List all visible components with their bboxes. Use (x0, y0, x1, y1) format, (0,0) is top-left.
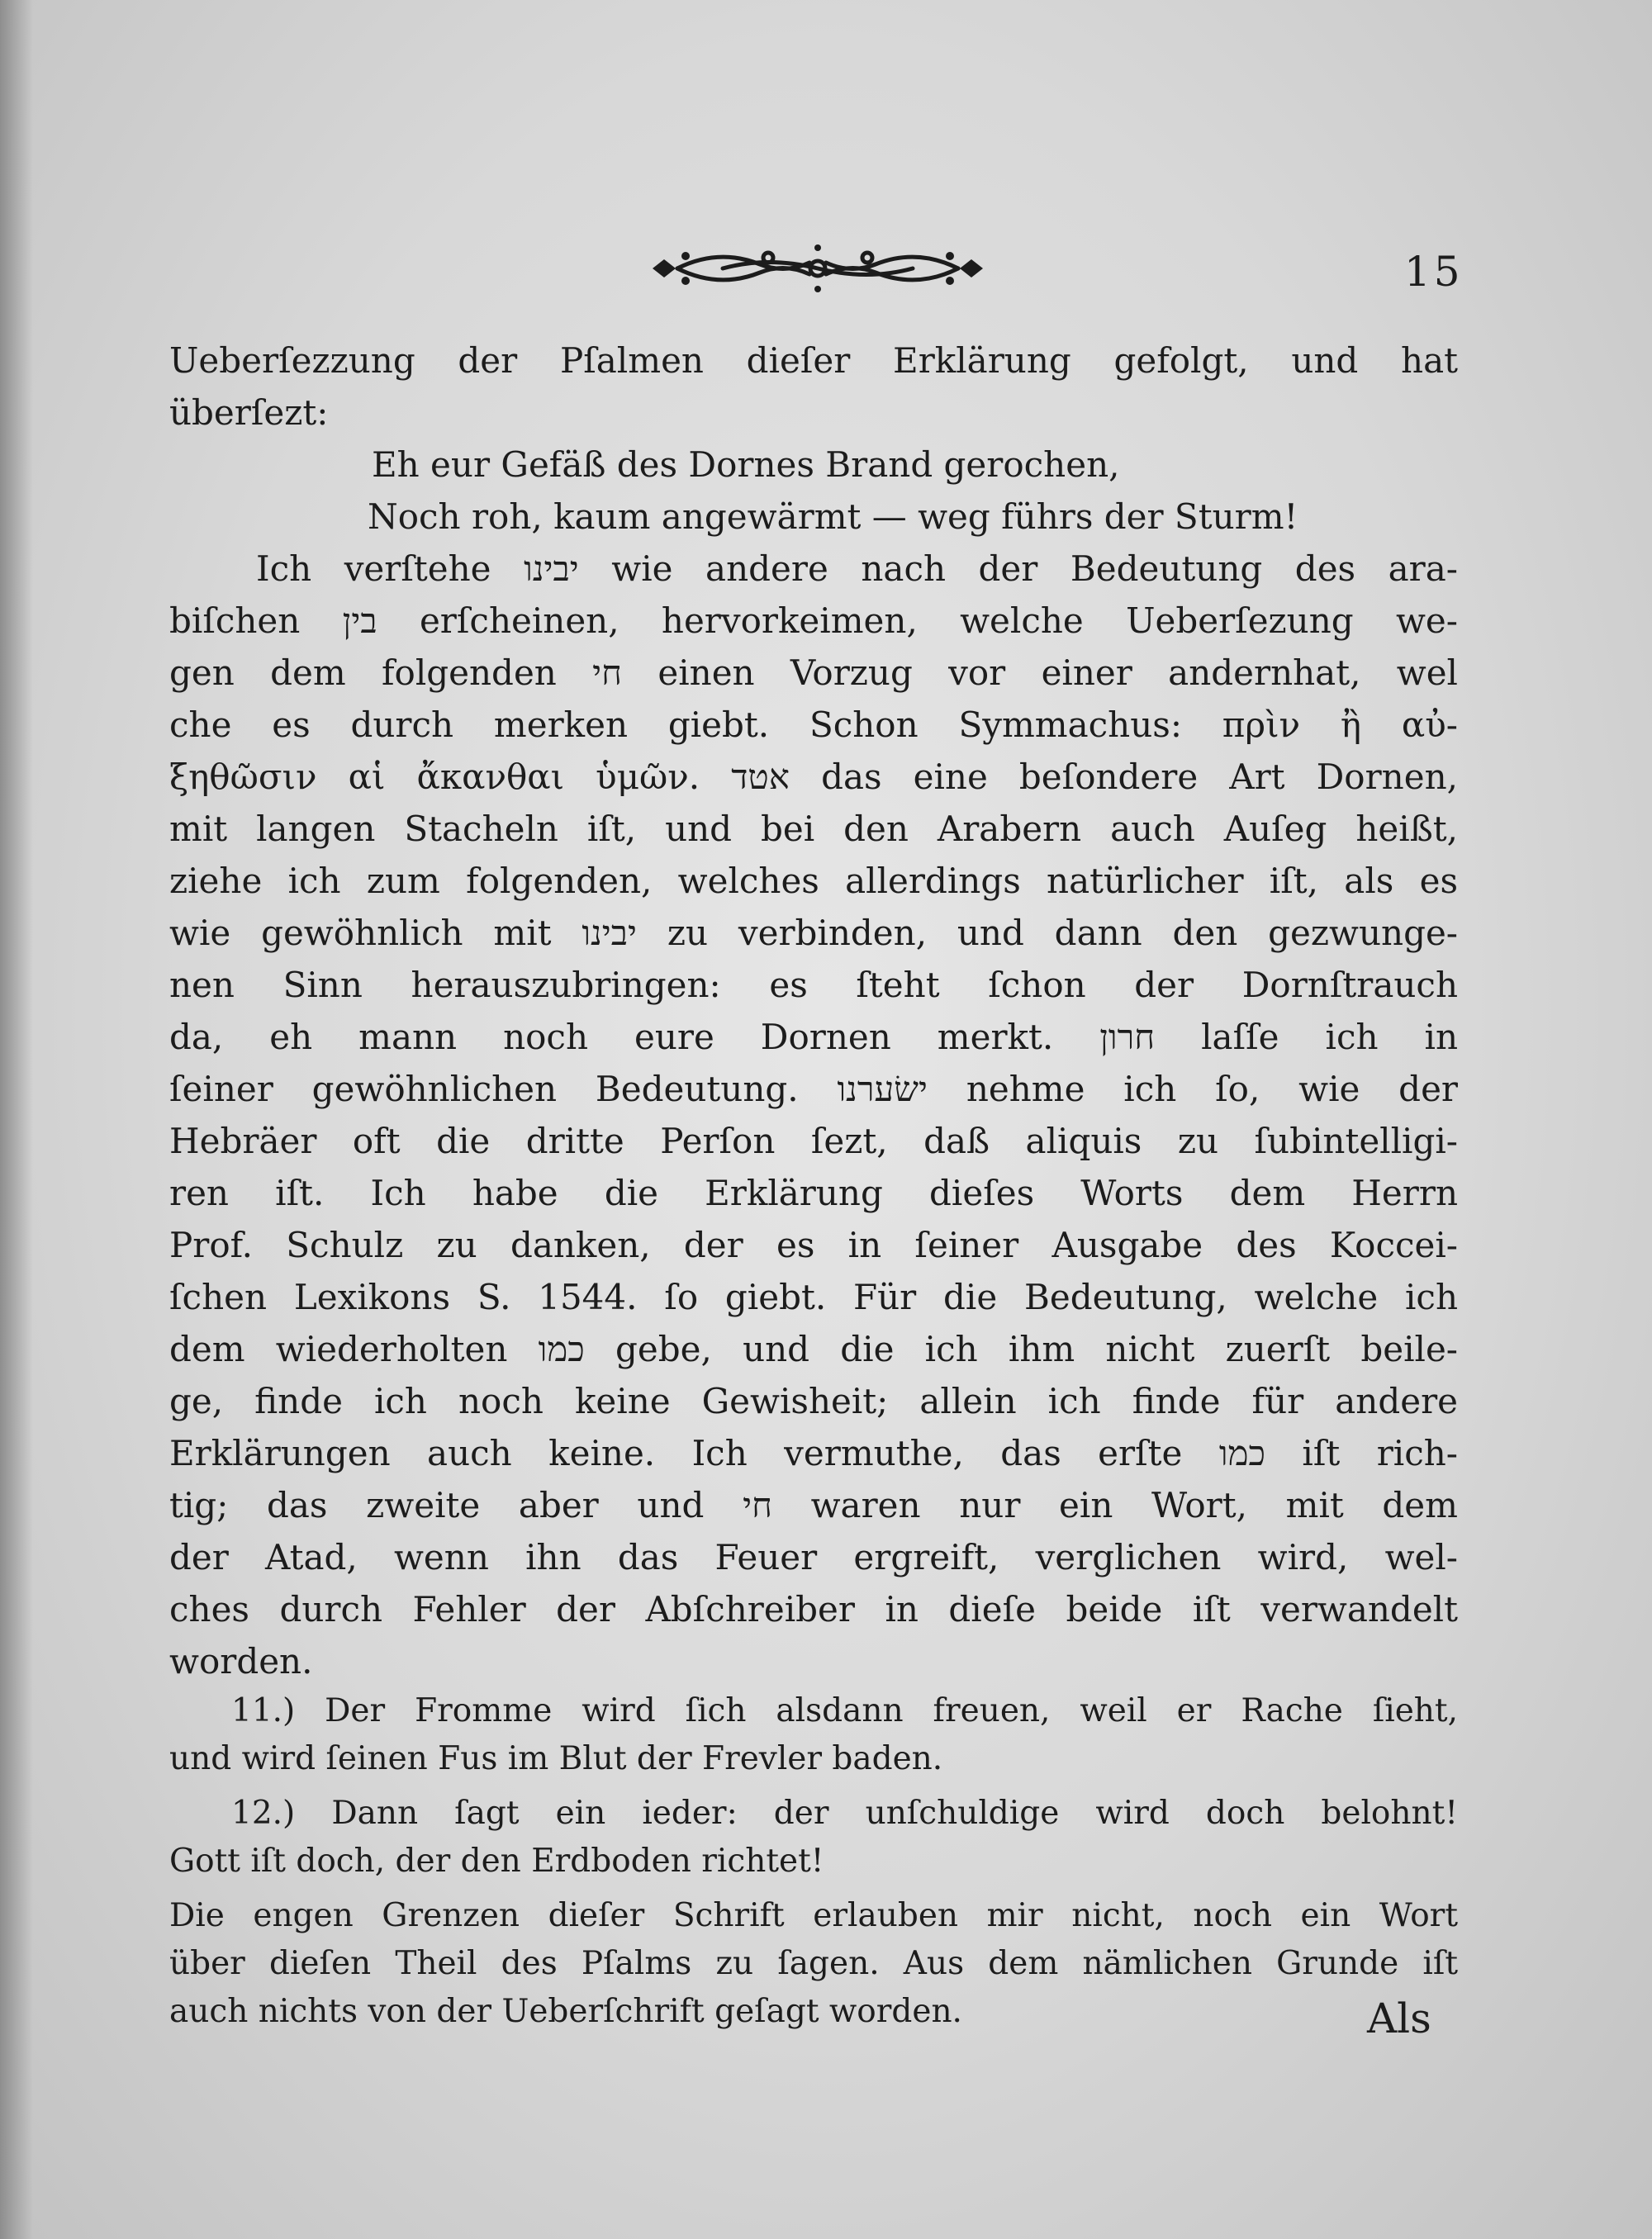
body-text (169, 334, 1458, 2036)
text-line: mit langen Stacheln iſt, und bei den Arabern auch Auſeg heißt, (169, 809, 1458, 849)
text-line: über dieſen Theil des Pſalms zu ſagen. Aus dem nämlichen Grunde iſt (169, 1945, 1458, 1982)
text-line: Die engen Grenzen dieſer Schrift erlauben mir nicht, noch ein Wort (169, 1897, 1458, 1934)
numbered-verse-12 (169, 1790, 1458, 1886)
text-line: Hebräer oft die dritte Perſon ſezt, daß aliquis zu ſubintelligi- (169, 1121, 1458, 1161)
text-line: ξηθῶσιν αἱ ἄκανθαι ὑμῶν. אטד das eine beſondere Art Dornen, (169, 757, 1458, 797)
page-edge-shadow (0, 0, 33, 2239)
text-line: Ich verſtehe יבינו wie andere nach der Bedeutung des ara- (256, 548, 1458, 589)
catchword: Als (1367, 1995, 1431, 2042)
paragraph-commentary (169, 543, 1458, 1687)
paragraph-translation-intro (169, 334, 1458, 439)
text-line: der Atad, wenn ihn das Feuer ergreift, verglichen wird, wel- (169, 1537, 1458, 1577)
text-line: Erklärungen auch keine. Ich vermuthe, das erſte כמו iſt rich- (169, 1433, 1458, 1473)
text-line: che es durch merken giebt. Schon Symmachus: πρὶν ἢ αὐ- (169, 704, 1458, 745)
text-line: gen dem folgenden חי einen Vorzug vor einer andernhat, wel (169, 652, 1458, 693)
text-line: auch nichts von der Ueberſchrift geſagt worden. (169, 1993, 962, 2030)
text-line: ren iſt. Ich habe die Erklärung dieſes Worts dem Herrn (169, 1173, 1458, 1213)
text-line: überſezt: (169, 392, 329, 433)
text-line: Gott iſt doch, der den Erdboden richtet! (169, 1843, 824, 1880)
text-line: ſeiner gewöhnlichen Bedeutung. ישׂערנו nehme ich ſo, wie der (169, 1069, 1458, 1109)
text-line: worden. (169, 1641, 313, 1682)
text-line: dem wiederholten כמו gebe, und die ich ihm nicht zuerſt beile- (169, 1329, 1458, 1369)
text-line: ſchen Lexikons S. 1544. ſo giebt. Für die Bedeutung, welche ich (169, 1277, 1458, 1317)
page-number: 15 (1404, 248, 1464, 296)
text-line: ziehe ich zum folgenden, welches allerdings natürlicher iſt, als es (169, 861, 1458, 901)
text-line: Ueberſezzung der Pſalmen dieſer Erklärung gefolgt, und hat (169, 340, 1458, 381)
text-line: 12.) Dann ſagt ein ieder: der unſchuldige wird doch belohnt! (231, 1795, 1458, 1832)
text-line: ge, finde ich noch keine Gewisheit; allein ich finde für andere (169, 1381, 1458, 1421)
verse-quote (169, 439, 1458, 543)
numbered-verse-11 (169, 1687, 1458, 1783)
text-line: nen Sinn herauszubringen: es ſteht ſchon der Dornſtrauch (169, 965, 1458, 1005)
scroll-ornament-icon (644, 240, 991, 297)
text-line: biſchen בין erſcheinen, hervorkeimen, welche Ueberſezung we- (169, 600, 1458, 641)
text-line: Prof. Schulz zu danken, der es in ſeiner Ausgabe des Koccei- (169, 1225, 1458, 1265)
text-line: wie gewöhnlich mit יבינו zu verbinden, und dann den gezwunge- (169, 913, 1458, 953)
verse-line: Eh eur Gefäß des Dornes Brand gerochen, (372, 444, 1120, 485)
text-line: und wird ſeinen Fus im Blut der Frevler baden. (169, 1740, 943, 1777)
text-line: da, eh mann noch eure Dornen merkt. חרון laſſe ich in (169, 1017, 1458, 1057)
paragraph-closing-note (169, 1892, 1458, 2036)
verse-line: Noch roh, kaum angewärmt — weg führs der Sturm! (368, 496, 1298, 537)
text-line: tig; das zweite aber und חי waren nur ein Wort, mit dem (169, 1485, 1458, 1525)
text-line: 11.) Der Fromme wird ſich alsdann freuen, weil er Rache ſieht, (231, 1692, 1458, 1729)
text-line: ches durch Fehler der Abſchreiber in dieſe beide iſt verwandelt (169, 1589, 1458, 1629)
